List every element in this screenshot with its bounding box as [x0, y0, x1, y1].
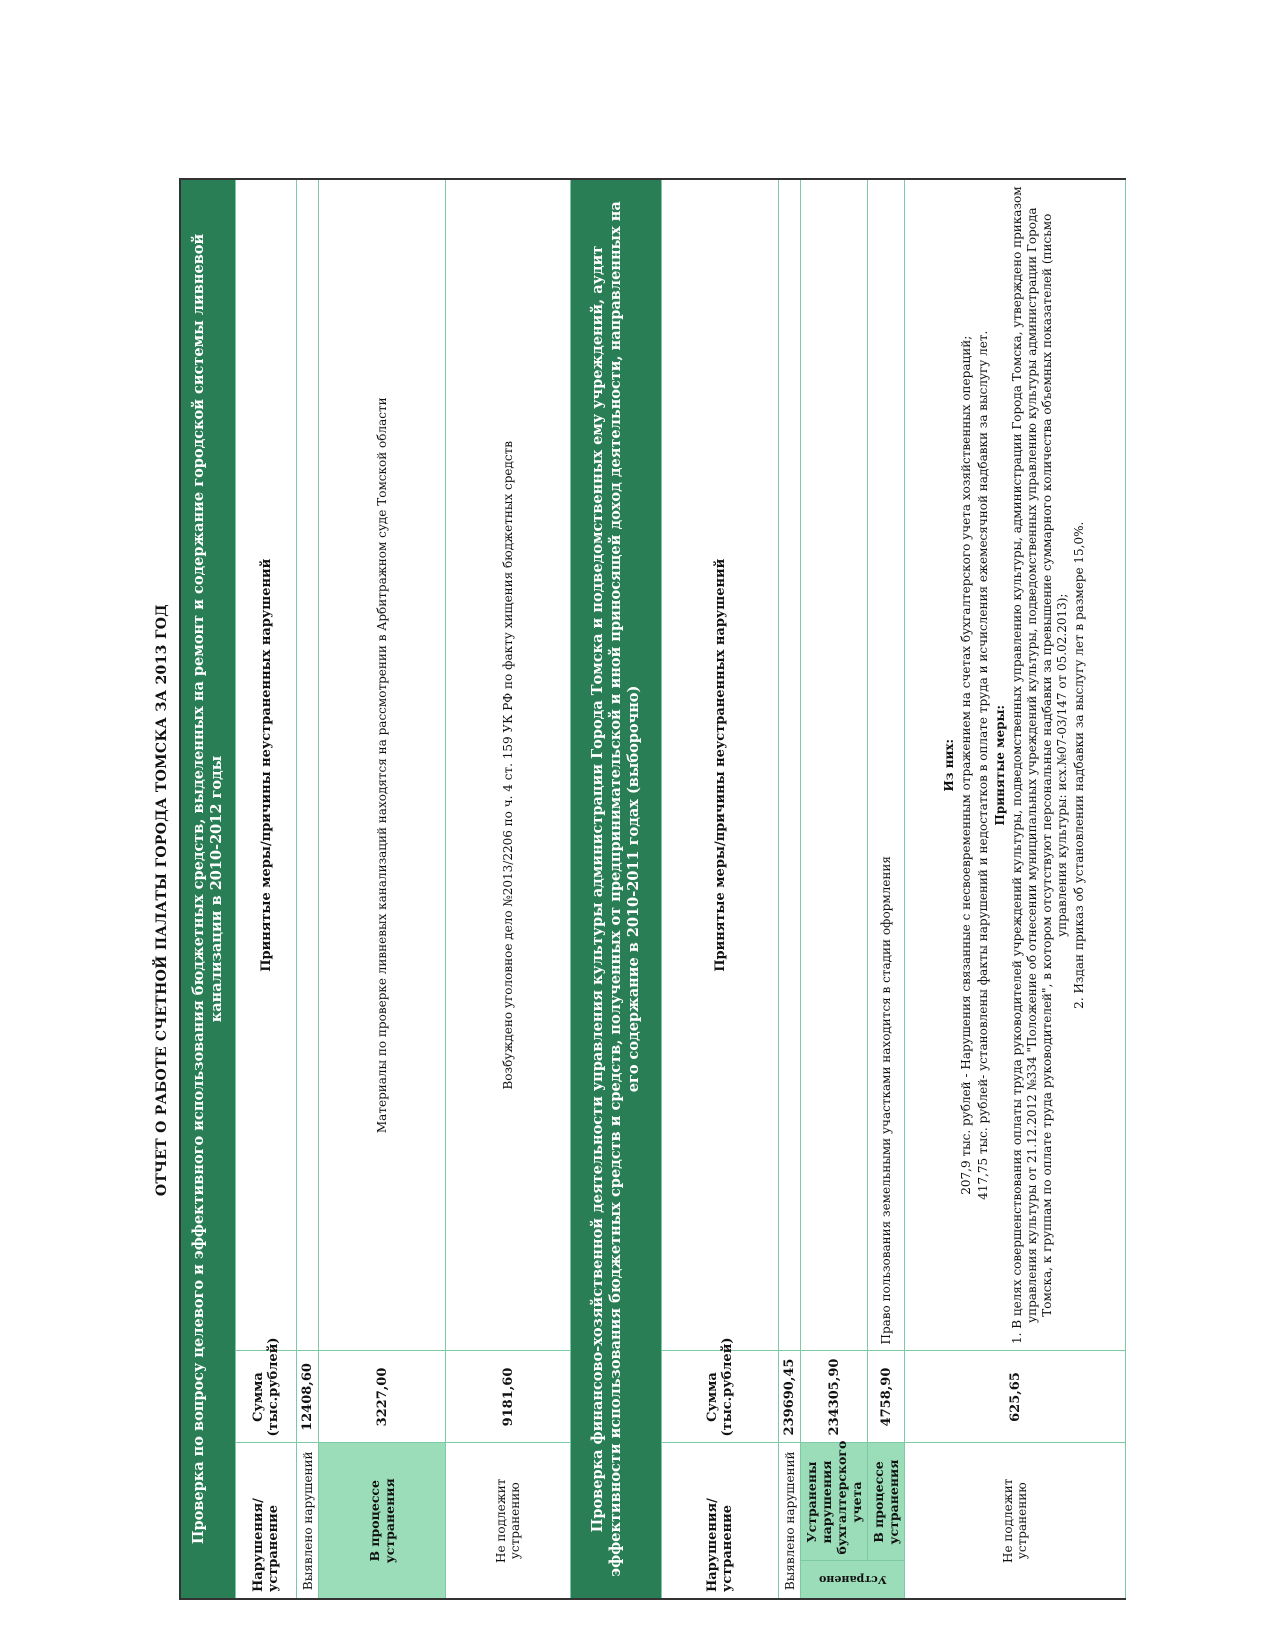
measures-item: 417,75 тыс. рублей- установлены факты нарушений и недостатков в оплате труда и исчисления ежемесячной надбавки за выслугу лет.: [975, 330, 990, 1200]
fixed-side-cell: [801, 1561, 905, 1599]
row-amount: 12408,60: [297, 1351, 319, 1443]
row-text: [801, 179, 868, 1351]
column-measures-header: Принятые меры/причины неустраненных нарушений: [662, 179, 779, 1351]
column-amount-header: Сумма (тыс.рублей): [662, 1351, 779, 1443]
row-text: Право пользования земельными участками находится в стадии оформления: [868, 179, 905, 1351]
row-text: Материалы по проверке ливневых канализаций находятся на рассмотрении в Арбитражном суде Томской области: [319, 179, 446, 1351]
row-label: Выявлено нарушений: [779, 1443, 801, 1599]
row-amount: 239690,45: [779, 1351, 801, 1443]
section-1-title: Проверка по вопросу целевого и эффективного использования бюджетных средств, выделенных на ремонт и содержание городской системы ливневой канализации в 2010-2012 годы: [180, 179, 236, 1599]
section-1-header: [180, 179, 236, 1599]
column-measures-header: Принятые меры/причины неустраненных нарушений: [236, 179, 297, 1351]
row-amount: 234305,90: [801, 1351, 868, 1443]
measures-item: 2. Издан приказ об установлении надбавки за выслугу лет в размере 15,0%.: [1071, 521, 1086, 1009]
row-label: Выявлено нарушений: [297, 1443, 319, 1599]
row-amount: 4758,90: [868, 1351, 905, 1443]
table-row: [297, 179, 319, 1599]
row-label: В процессе устранения: [868, 1443, 905, 1561]
table-row: [319, 179, 446, 1599]
section-1-column-headers: [236, 179, 297, 1599]
row-amount: 9181,60: [446, 1351, 571, 1443]
table-row: [905, 179, 1126, 1599]
row-text: Возбуждено уголовное дело №2013/2206 по ч. 4 ст. 159 УК РФ по факту хищения бюджетных средств: [446, 179, 571, 1351]
table-row: [801, 179, 868, 1599]
row-amount: 3227,00: [319, 1351, 446, 1443]
column-amount-header: Сумма (тыс.рублей): [236, 1351, 297, 1443]
column-violation-header: Нарушения/устранение: [662, 1443, 779, 1599]
row-amount: 625,65: [905, 1351, 1126, 1443]
row-label: Не подлежит устранению: [446, 1443, 571, 1599]
section-2-header: [571, 179, 662, 1599]
measures-heading: Из них:: [941, 739, 956, 792]
section-2-column-headers: [662, 179, 779, 1599]
table-row: [779, 179, 801, 1599]
column-violation-header: Нарушения/устранение: [236, 1443, 297, 1599]
measures-item: 207,9 тыс. рублей - Нарушения связанные с несвоевременным отражением на счетах бухгалтерского учета хозяйственных операций;: [958, 335, 973, 1195]
row-label: Не подлежит устранению: [905, 1443, 1126, 1599]
row-text: [779, 179, 801, 1351]
fixed-side-label: Устранено: [818, 1573, 887, 1587]
table-row: [446, 179, 571, 1599]
measures-taken-heading: Принятые меры:: [992, 705, 1007, 826]
row-label: В процессе устранения: [319, 1443, 446, 1599]
measures-text: [905, 179, 1126, 1351]
page-title: ОТЧЕТ О РАБОТЕ СЧЕТНОЙ ПАЛАТЫ ГОРОДА ТОМСКА ЗА 2013 ГОД: [154, 603, 170, 1197]
measures-item: 1. В целях совершенствования оплаты труда руководителей учреждений культуры, подведомственных управлению культуры, администрации Города Томска, утверждено приказом управления культуры от 21.12.2012 №334 "Положение об отнесении муниципальных учреждений культуры, подведомственных управлению культуры администрации Города Томска, к группам по оплате труда руководителей", в котором отсутствуют персональные надбавки за превышение суммарного количества объемных показателей (письмо управления культуры: исх.№07-03/147 от 05.02.2013);: [1009, 186, 1069, 1345]
report-table: [179, 178, 1126, 1600]
rotated-page: [145, 180, 1205, 1620]
section-2-title: Проверка финансово-хозяйственной деятельности управления культуры администрации Города Томска и подведомственных ему учреждений, аудит эффективности использования бюджетных средств и средств, полученных от предпринимательской и иной приносящей доход деятельности, направленных на его содержание в 2010-2011 годах (выборочно): [571, 179, 662, 1599]
row-label: Устранены нарушения бухгалтерского учета: [801, 1443, 868, 1561]
table-row: [868, 179, 905, 1599]
row-text: [297, 179, 319, 1351]
